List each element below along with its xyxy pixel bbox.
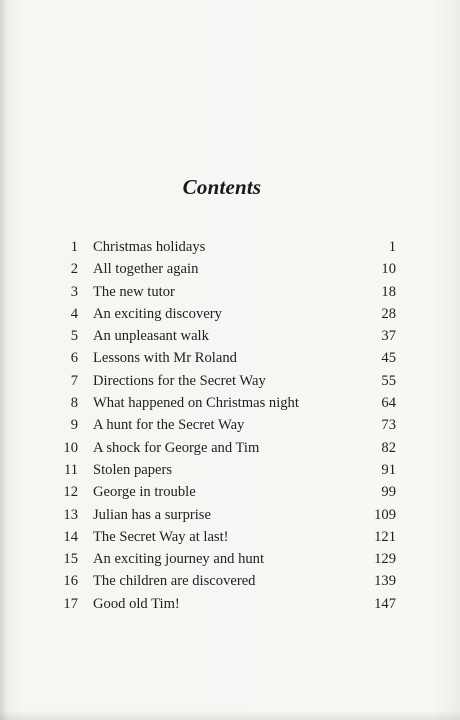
chapter-page-number: 139 [374,573,396,590]
chapter-title: Christmas holidays [93,239,206,255]
chapter-number: 14 [63,528,78,545]
chapter-number: 3 [70,283,78,300]
toc-row [54,347,396,369]
chapter-number: 15 [63,551,78,568]
chapter-number: 16 [63,573,78,590]
chapter-page-number: 129 [374,551,396,568]
toc-row [54,481,396,503]
toc-row [54,548,396,570]
chapter-page-number: 147 [374,595,396,612]
chapter-title: An exciting journey and hunt [93,551,265,568]
chapter-page-number: 64 [381,395,396,412]
chapter-title: George in trouble [93,484,196,501]
chapter-title: Julian has a surprise [93,506,211,523]
toc-row [54,236,396,258]
chapter-number: 13 [63,506,78,523]
chapter-title: A shock for George and Tim [93,439,260,456]
chapter-number: 9 [70,417,78,434]
toc-row [54,281,396,303]
chapter-title: Directions for the Secret Way [93,372,266,389]
chapter-number: 1 [70,239,78,255]
chapter-title: All together again [93,261,199,278]
chapter-page-number: 73 [381,417,396,434]
chapter-title: A hunt for the Secret Way [93,417,245,434]
page-bottom-shadow [0,710,460,720]
toc-row [54,437,396,459]
chapter-page-number: 37 [381,328,396,345]
toc-row [54,526,396,548]
chapter-number: 2 [70,261,78,278]
chapter-number: 7 [70,372,78,389]
chapter-title: What happened on Christmas night [93,395,299,412]
chapter-page-number: 55 [381,372,396,389]
chapter-number: 17 [63,595,78,612]
chapter-page-number: 10 [381,261,396,278]
chapter-page-number: 45 [381,350,396,367]
toc-row [54,504,396,526]
chapter-page-number: 99 [381,484,396,501]
chapter-number: 8 [70,395,78,412]
chapter-page-number: 1 [388,239,396,255]
toc-row [54,414,396,436]
chapter-title: An unpleasant walk [93,328,209,345]
toc-row [54,570,396,592]
chapter-title: Lessons with Mr Roland [93,350,237,367]
table-of-contents [54,236,396,615]
toc-row [54,459,396,481]
chapter-title: The children are discovered [93,573,256,590]
chapter-page-number: 82 [381,439,396,456]
chapter-number: 12 [63,484,78,501]
chapter-number: 5 [70,328,78,345]
chapter-page-number: 109 [374,506,396,523]
chapter-number: 10 [63,439,78,456]
chapter-page-number: 28 [381,305,396,322]
chapter-page-number: 18 [381,283,396,300]
chapter-title: Good old Tim! [93,595,180,612]
toc-row [54,258,396,280]
chapter-title: The new tutor [93,283,175,300]
toc-row [54,392,396,414]
chapter-number: 4 [70,305,78,322]
chapter-number: 11 [63,461,78,478]
chapter-title: An exciting discovery [93,305,222,322]
toc-row [54,325,396,347]
toc-row [54,370,396,392]
chapter-page-number: 91 [381,461,396,478]
chapter-number: 6 [70,350,78,367]
chapter-page-number: 121 [374,528,396,545]
chapter-title: Stolen papers [93,461,173,478]
page-edge-shadow [0,0,8,720]
chapter-title: The Secret Way at last! [93,528,229,545]
contents-heading: Contents [182,175,262,199]
toc-row [54,593,396,615]
toc-row [54,303,396,325]
